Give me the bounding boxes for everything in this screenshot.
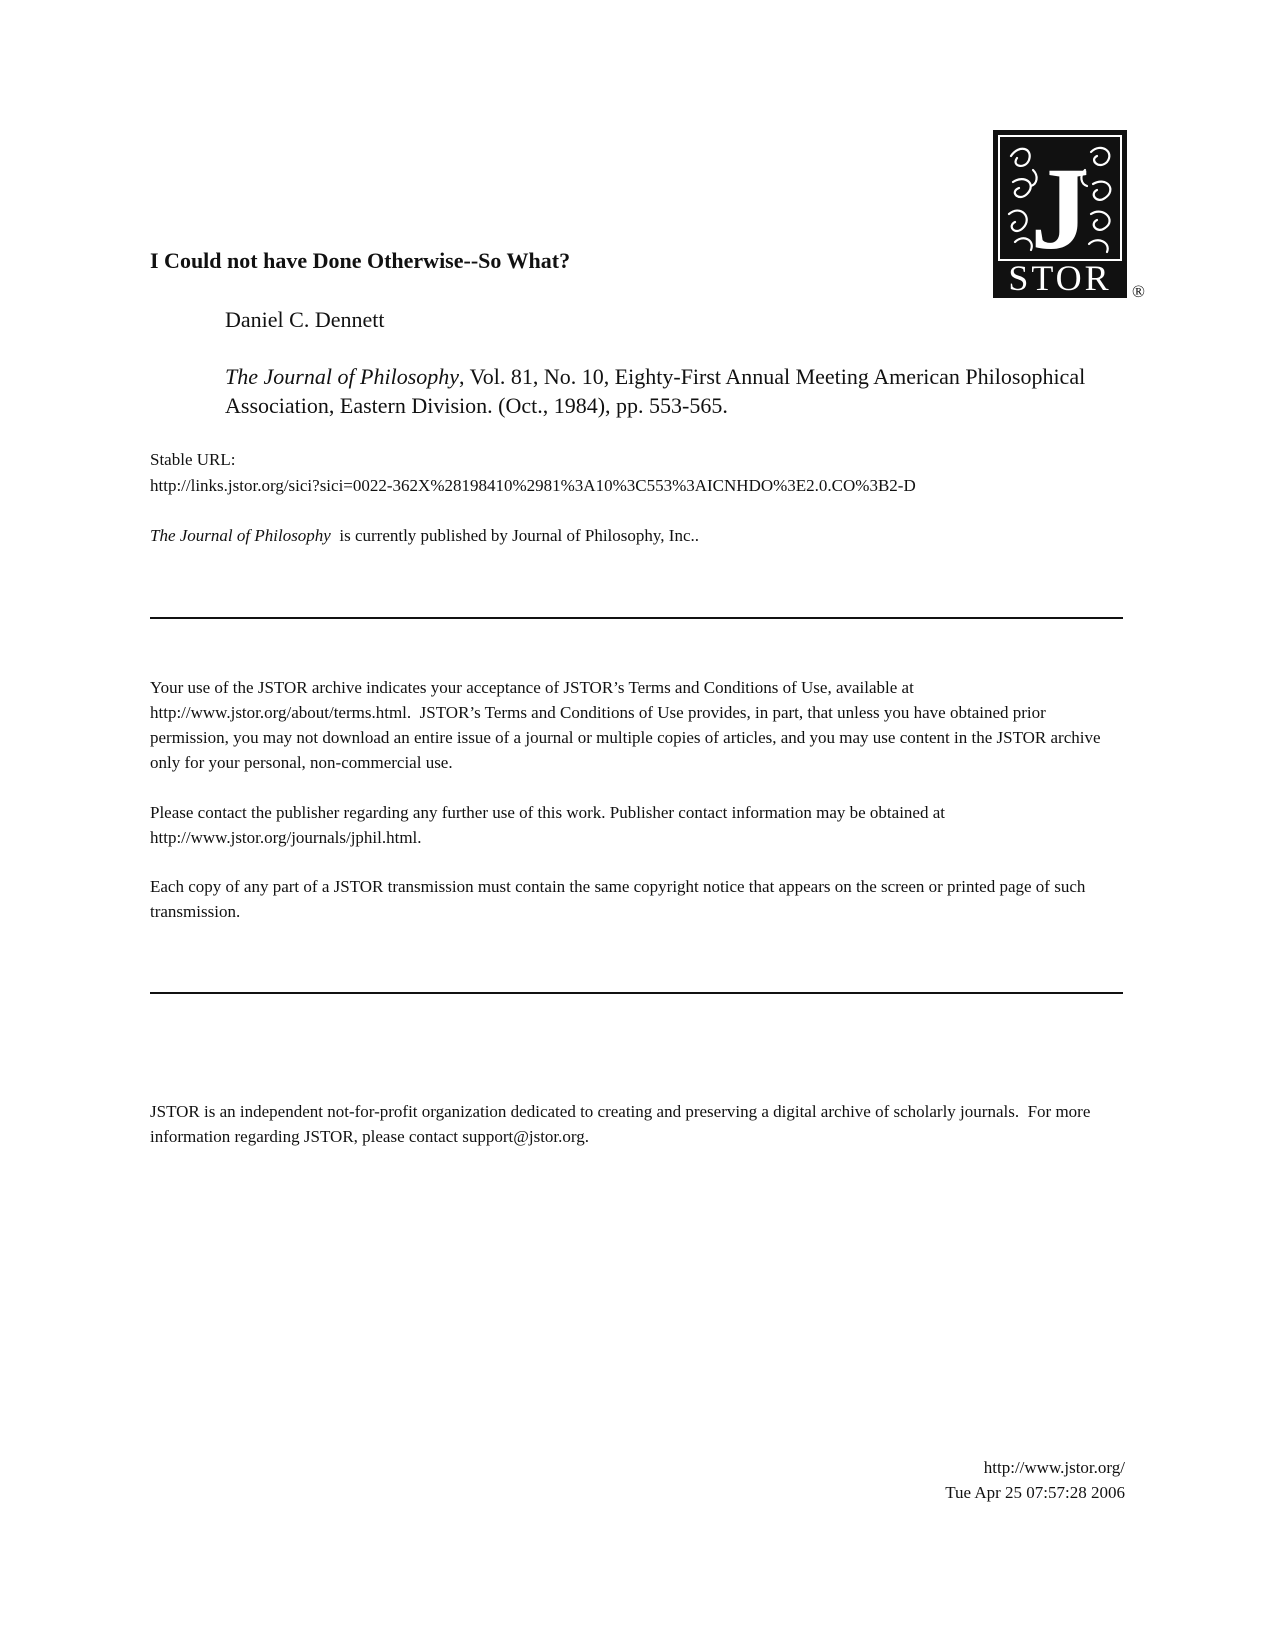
footer-jstor-url[interactable]: http://www.jstor.org/: [983, 1458, 1125, 1477]
contact-paragraph: [150, 800, 1125, 850]
about-jstor-text-end: .: [584, 1127, 590, 1146]
logo-j-letter: J: [1030, 143, 1090, 274]
about-jstor-paragraph: [150, 1099, 1125, 1149]
article-author: Daniel C. Dennett: [225, 307, 385, 332]
article-title: I Could not have Done Otherwise--So What?: [150, 248, 571, 273]
publisher-contact-link[interactable]: http://www.jstor.org/journals/jphil.html: [150, 828, 418, 847]
contact-text-end: .: [417, 828, 422, 847]
publisher-note: [150, 525, 699, 547]
registered-mark: ®: [1132, 282, 1145, 301]
about-jstor-text-start: JSTOR is an independent not-for-profit organization dedicated to creating and preserving a digital archive of scholarly journals. For more information regarding JSTOR, please contact: [150, 1102, 1095, 1146]
support-email-link[interactable]: support@jstor.org: [462, 1127, 585, 1146]
terms-text-start: Your use of the JSTOR archive indicates your acceptance of JSTOR’s Terms and Conditions of Use, available at: [150, 678, 914, 697]
logo-wordmark: STOR: [1008, 258, 1112, 298]
divider-bottom: [150, 992, 1123, 994]
contact-text-start: Please contact the publisher regarding any further use of this work. Publisher contact information may be obtained at: [150, 803, 945, 822]
footer-timestamp: Tue Apr 25 07:57:28 2006: [945, 1483, 1125, 1502]
citation-details: , Vol. 81, No. 10, Eighty-First Annual Meeting American Philosophical Association, Eastern Division. (Oct., 1984), pp. 553-565.: [225, 364, 1086, 418]
article-citation: [225, 362, 1125, 420]
publisher-journal-name: The Journal of Philosophy: [150, 526, 331, 545]
stable-url-link[interactable]: http://links.jstor.org/sici?sici=0022-362X%28198410%2981%3A10%3C553%3AICNHDO%3E2.0.CO%3B2-D: [150, 476, 916, 495]
terms-text-end: . JSTOR’s Terms and Conditions of Use provides, in part, that unless you have obtained prior permission, you may not download an entire issue of a journal or multiple copies of articles, and you may use content in the JSTOR archive only for your personal, non-commercial use.: [150, 703, 1105, 772]
copyright-paragraph: Each copy of any part of a JSTOR transmission must contain the same copyright notice that appears on the screen or printed page of such transmission.: [150, 877, 1086, 921]
terms-link[interactable]: http://www.jstor.org/about/terms.html: [150, 703, 407, 722]
stable-url-label: Stable URL:: [150, 450, 236, 469]
divider-top: [150, 617, 1123, 619]
terms-paragraph: [150, 675, 1125, 775]
citation-journal-name: The Journal of Philosophy: [225, 364, 460, 389]
publisher-note-text: is currently published by Journal of Philosophy, Inc..: [330, 526, 699, 545]
jstor-logo: [993, 130, 1127, 298]
